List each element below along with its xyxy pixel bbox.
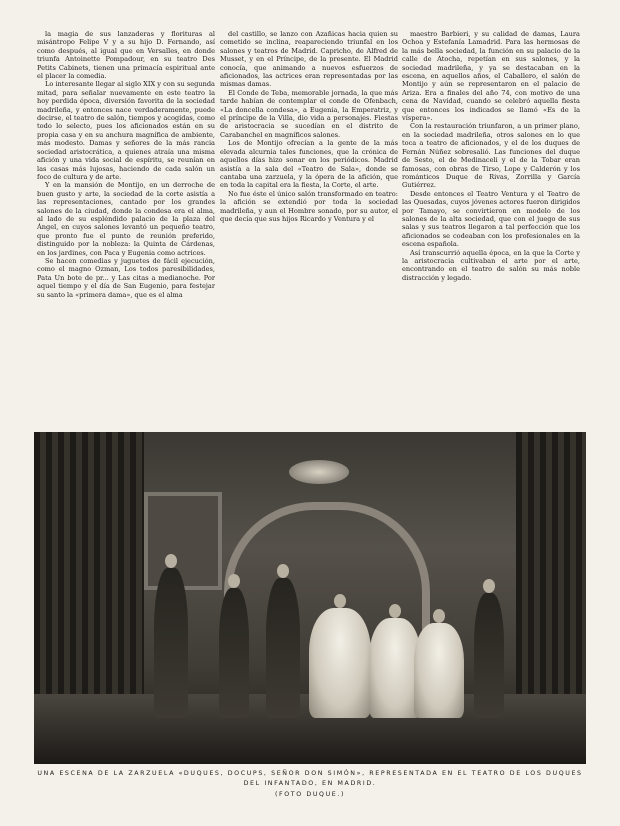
paragraph: El Conde de Teba, memorable jornada, la que más tarde habían de contemplar el conde de Ofenbach, «La doncella condesa», a Eugenia, la Emperatriz, y el príncipe de la Villa, dio vida a personajes. Fiestas de aristocracia se sucedían en el distrito de Carabanchel en magníficos salones. — [220, 88, 398, 139]
actress-figure — [414, 623, 464, 718]
actor-head — [483, 579, 495, 593]
paragraph: Se hacen comedias y juguetes de fácil ejecución, como el magno Ozman, Los todos paresibilidades, Pata Un bote de pr... y Las citas a medianoche. Por aquel tiempo y el día de San Eugenio, para festejar su santo la «primera dama», que es el alma — [37, 256, 215, 299]
actor-head — [433, 609, 445, 623]
actor-head — [277, 564, 289, 578]
text-column-1 — [37, 30, 215, 420]
paragraph: No fue éste el único salón transformado en teatro: la afición se extendió por toda la sociedad madrileña, y aun el Hombre sonado, por su autor, el que decía que sus hijos Ricardo y Ventura y el — [220, 189, 398, 223]
paragraph: la magia de sus lanzaderas y florituras al misántropo Felipe V y a su hijo D. Fernando, así como después, al igual que en Versalles, en donde triunfa Antoinette Pompadour, en su teatro Des Petits Cabinets, tienen una primacía espiritual ante el placer la comedia. — [37, 30, 215, 81]
actor-figure — [154, 568, 188, 718]
actor-figure — [474, 593, 504, 718]
caption-text: UNA ESCENA DE LA ZARZUELA «DUQUES, DOCUPS, SEÑOR DON SIMÓN», REPRESENTADA EN EL TEATRO DE LOS DUQUES DEL INFANTADO, EN MADRID. — [37, 770, 583, 787]
actress-figure — [309, 608, 371, 718]
actor-head — [228, 574, 240, 588]
actor-head — [165, 554, 177, 568]
actor-figure — [266, 578, 300, 718]
paragraph: Con la restauración triunfaron, a un primer plano, en la sociedad madrileña, otros salones en lo que toca a teatro de aficionados, y el de los duques de Fernán Núñez sobresalió. Las funciones del duque de Sesto, el de Medinaceli y el de la Tobar eran famosas, con obras de Tirso, Lope y Calderón y los románticos Duque de Rivas, Zorrilla y García Gutiérrez. — [402, 122, 580, 190]
photo-credit: (FOTO DUQUE.) — [274, 791, 346, 798]
chandelier — [289, 460, 349, 484]
paragraph: maestro Barbieri, y su calidad de damas, Laura Ochoa y Estefanía Lamadrid. Para las hermosas de la más bella sociedad, la función en su palacio de la calle de Atocha, repetían en sus salones, y la sociedad madrileña, y ya se destacaban en la escena, en aquellos años, el Caballero, el salón de Montijo y aún se representaron en el palacio de Ariza. Era a finales del año 74, con motivo de una cena de Navidad, cuando se celebró aquella fiesta que entonces los indicados se llamó «Es de la víspera». — [402, 30, 580, 123]
paragraph: del castillo, se lanzo con Azañicas hacia quien su cometido se inclina, reapareciendo triunfal en los salones y teatros de Madrid. Capricho, de Alfred de Musset, y en el Príncipe, de la presente. El Madrid conocía, que animando a nuevos esfuerzos de aficionados, las actrices eran representadas por las mismas damas. — [220, 30, 398, 89]
actor-figure — [219, 588, 249, 718]
paragraph: Lo interesante llegar al siglo XIX y con su segunda mitad, para señalar nuevamente en este teatro la hoy perdida época, diversión favorita de la sociedad madrileña, y entonces nace verdaderamente, puede decirse, el teatro de salón, tiempos y acogidas, como todo lo selecto, pues los aficionados están en su propia casa y en su anchura magnífica de ambiente, más modesto. Damas y señores de la más rancia sociedad aristocrática, a quienes atraía una misma afición y una vida social de espíritu, se reunían en las casas más lujosas, haciendo de cada salón un foco de cultura y de arte. — [37, 80, 215, 181]
stage-photograph — [34, 432, 586, 764]
paragraph: Y en la mansión de Montijo, en un derroche de buen gusto y arte, la sociedad de la corte asistía a las representaciones, cantado por los grandes salones de la ciudad, donde la condesa era el alma, al lado de su espléndido palacio de la plaza del Ángel, en cuyos salones levantó un pequeño teatro, que pronto fue el punto de reunión preferido, distinguido por la nobleza: la Quinta de Cárdenas, en los jardines, con Paca y Eugenia como actrices. — [37, 181, 215, 257]
paragraph: Así transcurrió aquella época, en la que la Corte y la aristocracia cultivaban el arte por el arte, encontrando en el teatro de salón su más noble distracción y legado. — [402, 248, 580, 282]
photo-caption — [34, 769, 586, 800]
text-column-2 — [220, 30, 398, 400]
paragraph: Los de Montijo ofrecían a la gente de la más elevada alcurnia tales funciones, que la crónica de aquellos días hizo sonar en los periódicos. Madrid asistía a la sala del «Teatro de Sala», donde se cantaba una zarzuela, y la ópera de la afición, que en toda la capital era la fiesta, la Corte, el arte. — [220, 139, 398, 190]
actor-head — [334, 594, 346, 608]
actor-head — [389, 604, 401, 618]
paragraph: Desde entonces el Teatro Ventura y el Teatro de las Quesadas, cuyos jóvenes actores fueron dirigidos por Tamayo, se convirtieron en modelo de los salones de la alta sociedad, que con el juego de sus salas y sus teatros llegaron a tal perfección que los aficionados se codeaban con los profesionales en la escena española. — [402, 189, 580, 249]
stage-window — [144, 492, 222, 590]
text-column-3 — [402, 30, 580, 420]
